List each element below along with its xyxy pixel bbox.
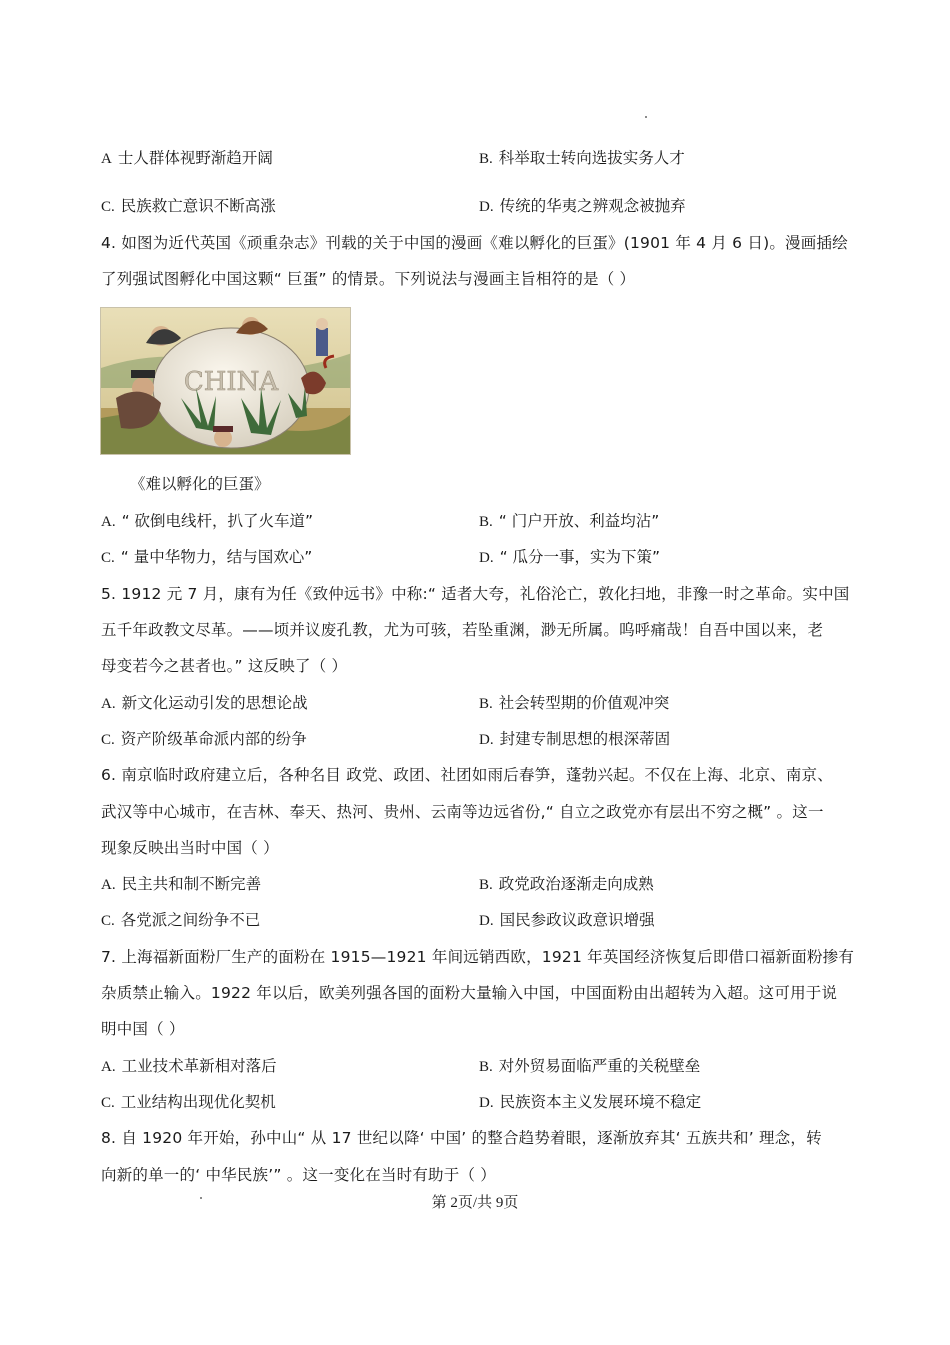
- q6-stem-line-2: 武汉等中心城市，在吉林、奉天、热河、贵州、云南等边远省份,“ 自立之政党亦有层出不穷之概” 。这一: [101, 803, 824, 821]
- q6-option-d: D. 国民参政议政意识增强: [479, 911, 655, 929]
- q7-option-b: B. 对外贸易面临严重的关税壁垒: [479, 1057, 701, 1075]
- q4-option-d: D. “ 瓜分一事，实为下策”: [479, 548, 661, 566]
- q5-option-c: C. 资产阶级革命派内部的纷争: [101, 730, 307, 748]
- q8-stem-line-1: 8. 自 1920 年开始，孙中山“ 从 17 世纪以降‘ 中国’ 的整合趋势着眼，逐渐放弃其‘ 五族共和’ 理念，转: [101, 1129, 822, 1147]
- q6-option-c: C. 各党派之间纷争不已: [101, 911, 261, 929]
- cartoon-caption: 《难以孵化的巨蛋》: [130, 475, 270, 493]
- q3-option-b: B. 科举取士转向选拔实务人才: [479, 149, 685, 167]
- q5-option-b: B. 社会转型期的价值观冲突: [479, 694, 670, 712]
- egg-label: CHINA: [183, 367, 279, 397]
- q7-option-c: C. 工业结构出现优化契机: [101, 1093, 276, 1111]
- cartoon-illustration: [101, 308, 351, 455]
- q7-stem-line-1: 7. 上海福新面粉厂生产的面粉在 1915—1921 年间远销西欧，1921 年英国经济恢复后即借口福新面粉掺有: [101, 948, 855, 966]
- q3-option-c: C. 民族救亡意识不断高涨: [101, 197, 276, 215]
- q7-stem-line-3: 明中国（ ）: [101, 1020, 185, 1038]
- q5-stem-line-3: 母变若今之甚者也。” 这反映了（ ）: [101, 657, 348, 675]
- q4-option-c: C. “ 量中华物力，结与国欢心”: [101, 548, 313, 566]
- q6-option-b: B. 政党政治逐渐走向成熟: [479, 875, 654, 893]
- q4-stem-line-2: 了列强试图孵化中国这颗“ 巨蛋” 的情景。下列说法与漫画主旨相符的是（ ）: [101, 270, 636, 288]
- q4-stem-line-1: 4. 如图为近代英国《顽重杂志》刊载的关于中国的漫画《难以孵化的巨蛋》(1901 年 4 月 6 日)。漫画插绘: [101, 234, 848, 252]
- q7-option-d: D. 民族资本主义发展环境不稳定: [479, 1093, 702, 1111]
- q7-stem-line-2: 杂质禁止输入。1922 年以后，欧美列强各国的面粉大量输入中国，中国面粉由出超转为入超。这可用于说: [101, 984, 838, 1002]
- q6-option-a: A. 民主共和制不断完善: [101, 875, 262, 893]
- q5-option-d: D. 封建专制思想的根深蒂固: [479, 730, 671, 748]
- q3-option-d: D. 传统的华夷之辨观念被抛弃: [479, 197, 686, 215]
- scan-dot: [645, 116, 647, 118]
- q6-stem-line-1: 6. 南京临时政府建立后，各种名目 政党、政团、社团如雨后春笋，蓬勃兴起。不仅在上海、北京、南京、: [101, 766, 833, 784]
- q7-option-a: A. 工业技术革新相对落后: [101, 1057, 277, 1075]
- q4-option-b: B. “ 门户开放、利益均沾”: [479, 512, 660, 530]
- q6-stem-line-3: 现象反映出当时中国（ ）: [101, 839, 279, 857]
- q5-stem-line-2: 五千年政教文尽革。——顷并议废孔教，尤为可骇，若坠重渊，渺无所属。呜呼痛哉！自吾中国以来，老: [101, 621, 824, 639]
- q5-option-a: A. 新文化运动引发的思想论战: [101, 694, 308, 712]
- page-footer: 第 2页/共 9页: [431, 1195, 519, 1211]
- q5-stem-line-1: 5. 1912 元 7 月，康有为任《致仲远书》中称:“ 适者大夸，礼俗沦亡，敦化扫地，非豫一时之革命。实中国: [101, 585, 850, 603]
- cartoon-image: [100, 307, 351, 455]
- q4-option-a: A. “ 砍倒电线杆，扒了火车道”: [101, 512, 314, 530]
- q8-stem-line-2: 向新的单一的‘ 中华民族’” 。这一变化在当时有助于（ ）: [101, 1166, 496, 1184]
- q3-option-a: A 士人群体视野渐趋开阔: [101, 149, 273, 167]
